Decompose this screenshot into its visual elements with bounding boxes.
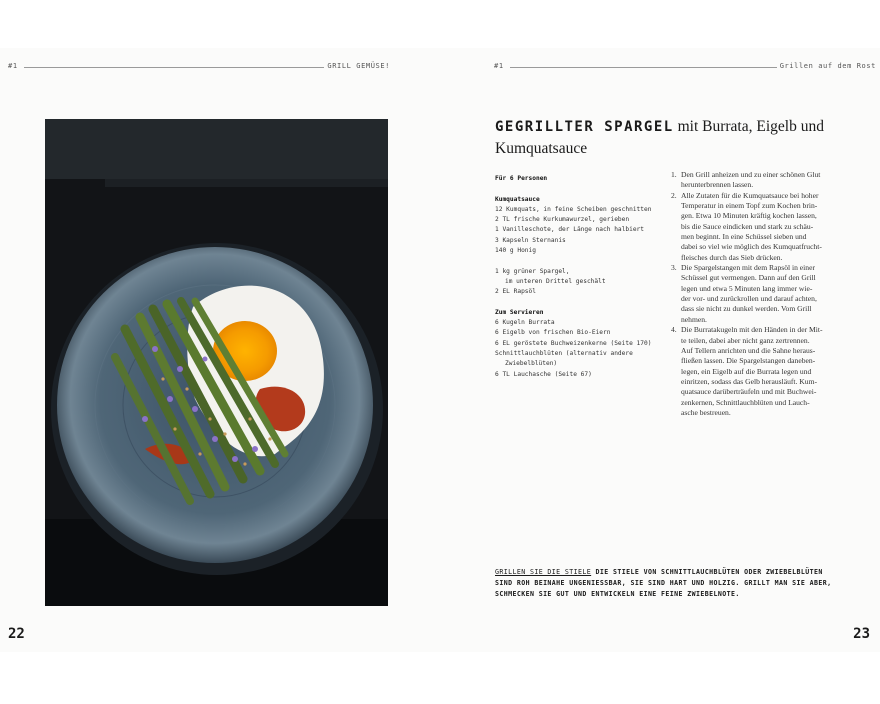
running-head-rule [24, 67, 325, 68]
method-step-line [671, 180, 837, 190]
method-step-line [671, 315, 837, 325]
book-spread [0, 48, 880, 652]
method-step-line [671, 294, 837, 304]
step-text: Schüssel gut vermengen. Dann auf den Grill [681, 273, 816, 283]
ingredient-list [495, 174, 665, 380]
step-text: einritzen, sodass das Gelb herausläuft. Kum- [681, 376, 818, 386]
step-text: quatsauce darüberträufeln und mit Buchwei- [681, 387, 817, 397]
running-head-number: #1 [494, 62, 504, 70]
method-step-line [671, 398, 837, 408]
method-step-line [671, 408, 837, 418]
step-number [671, 211, 681, 221]
method-step-line [671, 336, 837, 346]
recipe-title [495, 116, 840, 159]
step-number [671, 336, 681, 346]
running-head-title: GRILL GEMÜSE! [327, 62, 390, 70]
step-text: fließen lassen. Die Spargelstangen daneben- [681, 356, 816, 366]
step-text: nehmen. [681, 314, 707, 324]
ingredient-line: 2 TL frische Kurkumawurzel, gerieben [495, 216, 630, 224]
step-number [671, 294, 681, 304]
running-head-right [494, 62, 876, 70]
step-number [671, 253, 681, 263]
method-step-line [671, 191, 837, 201]
step-text: asche bestreuen. [681, 407, 731, 417]
method-step-line [671, 253, 837, 263]
ingredient-line: 1 kg grüner Spargel, [495, 267, 570, 275]
step-text: zenkernen, Schnittlauchblüten und Lauch- [681, 397, 810, 407]
method-step-line [671, 346, 837, 356]
step-number [671, 346, 681, 356]
ingredient-line: 6 EL geröstete Buchweizenkerne (Seite 170) [495, 339, 652, 347]
step-text: der vor- und zurückrollen und darauf achten, [681, 294, 817, 304]
running-head-rule [510, 67, 777, 68]
step-text: Alle Zutaten für die Kumquatsauce bei hoher [681, 190, 819, 200]
step-number [671, 377, 681, 387]
ingredient-line: Schnittlauchblüten (alternativ andere [495, 350, 633, 358]
method-step-line [671, 367, 837, 377]
step-number [671, 222, 681, 232]
step-text: gen. Etwa 10 Minuten kräftig kochen lassen, [681, 211, 817, 221]
step-text: dabei so viel wie möglich des Kumquatfrucht- [681, 242, 822, 252]
tip-box [495, 567, 840, 600]
method-step-line [671, 325, 837, 335]
step-number [671, 284, 681, 294]
servings: Für 6 Personen [495, 175, 548, 182]
step-number [671, 180, 681, 190]
step-text: bis die Sauce eindicken und stark zu schäu- [681, 221, 814, 231]
right-page [440, 48, 880, 652]
ingredient-line: 140 g Honig [495, 247, 536, 255]
dish-photo [45, 119, 388, 606]
method-step-line [671, 284, 837, 294]
method-step-line [671, 170, 837, 180]
step-number [671, 304, 681, 314]
step-number [671, 367, 681, 377]
running-head-title: Grillen auf dem Rost [779, 62, 876, 70]
ingredient-line: 6 TL Lauchasche (Seite 67) [495, 370, 592, 378]
ingredient-group-heading: Zum Servieren [495, 308, 544, 316]
step-number [671, 201, 681, 211]
method-step-line [671, 242, 837, 252]
spacer [495, 256, 665, 266]
step-number: 2. [671, 190, 677, 200]
step-number [671, 242, 681, 252]
step-text: Die Burratakugeln mit den Händen in der Mit- [681, 325, 823, 335]
running-head-left [8, 62, 390, 70]
method-steps [671, 170, 837, 418]
method-step-line [671, 201, 837, 211]
recipe-title-rest: mit Burrata, Eigelb und Kumquatsauce [495, 118, 824, 157]
method-step-line [671, 211, 837, 221]
step-text: fleisches durch das Sieb drücken. [681, 252, 783, 262]
step-number [671, 408, 681, 418]
left-page [0, 48, 440, 652]
ingredient-line: Zwiebelblüten) [505, 360, 558, 368]
running-head-number: #1 [8, 62, 18, 70]
step-number [671, 356, 681, 366]
ingredient-line: 3 Kapseln Sternanis [495, 236, 566, 244]
page-number-left: 22 [8, 626, 25, 642]
step-text: Die Spargelstangen mit dem Rapsöl in einer [681, 263, 815, 273]
step-text: legen und etwa 5 Minuten lang immer wie- [681, 283, 813, 293]
spacer [495, 184, 665, 194]
step-number [671, 315, 681, 325]
recipe-title-bold: GEGRILLTER SPARGEL [495, 119, 674, 135]
ingredient-line: 6 Eigelb von frischen Bio-Eiern [495, 329, 611, 337]
step-text: men beginnt. In eine Schüssel sieben und [681, 232, 807, 242]
method-step-line [671, 273, 837, 283]
ingredient-line: im unteren Drittel geschält [505, 277, 606, 285]
step-text: Den Grill anheizen und zu einer schönen Glut [681, 170, 821, 179]
step-text: Auf Tellern anrichten und die Sahne heraus- [681, 345, 816, 355]
ingredient-line: 12 Kumquats, in feine Scheiben geschnitten [495, 205, 652, 213]
ingredient-line: 6 Kugeln Burrata [495, 319, 555, 327]
step-number [671, 232, 681, 242]
step-text: herunterbrennen lassen. [681, 180, 754, 190]
step-text: te teilen, dabei aber nicht ganz zertrennen. [681, 335, 810, 345]
step-text: dass sie nicht zu dunkel werden. Vom Grill [681, 304, 812, 314]
method-step-line [671, 377, 837, 387]
ingredient-line: 1 Vanilleschote, der Länge nach halbiert [495, 226, 645, 234]
method-step-line [671, 356, 837, 366]
step-number [671, 273, 681, 283]
method-step-line [671, 387, 837, 397]
method-step-line [671, 232, 837, 242]
grilled-asparagus-plate-image [45, 119, 388, 606]
method-step-line [671, 263, 837, 273]
step-number: 3. [671, 263, 677, 273]
step-text: Temperatur in einem Topf zum Kochen brin- [681, 201, 818, 211]
spacer [495, 298, 665, 308]
ingredient-group-heading: Kumquatsauce [495, 195, 540, 203]
tip-label: GRILLEN SIE DIE STIELE [495, 568, 592, 576]
page-number-right: 23 [853, 626, 870, 642]
step-text: legen, ein Eigelb auf die Burrata legen und [681, 366, 812, 376]
step-number [671, 387, 681, 397]
ingredient-line: 2 EL Rapsöl [495, 288, 536, 296]
step-number [671, 398, 681, 408]
method-step-line [671, 304, 837, 314]
step-number: 4. [671, 325, 677, 335]
step-number: 1. [671, 170, 677, 179]
tip-text: DIE STIELE VON SCHNITTLAUCHBLÜTEN ODER ZWIEBELBLÜTEN SIND ROH BEINAHE UNGENIESSBAR, SIE SIND HART UND HOLZIG. GRILLT MAN SIE ABER, SCHMECKEN SIE GUT UND ENTWICKELN EINE FEINE ZWIEBELNOTE. [495, 568, 832, 598]
method-step-line [671, 222, 837, 232]
